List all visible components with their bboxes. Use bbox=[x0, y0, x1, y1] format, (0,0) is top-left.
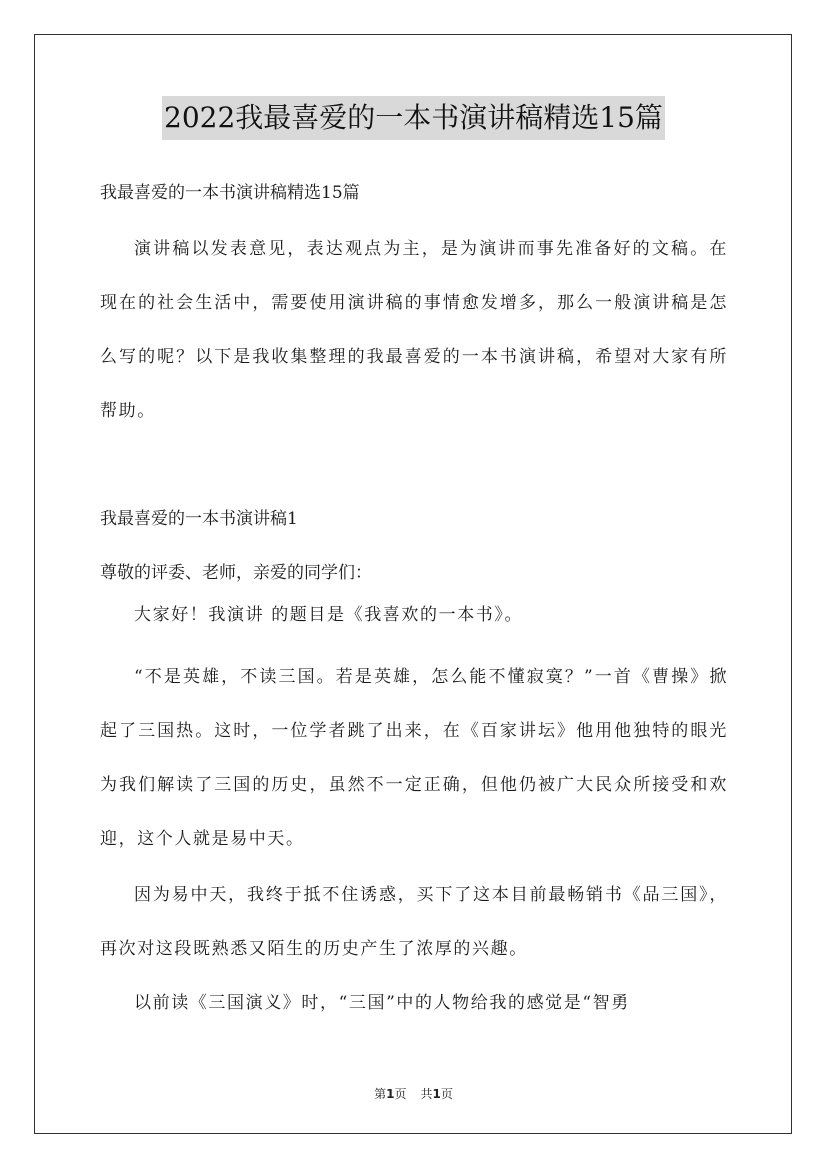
total-pages: 1 bbox=[432, 1087, 441, 1101]
page-footer bbox=[0, 1085, 827, 1102]
page-prefix: 第 bbox=[374, 1087, 387, 1101]
body-paragraph-1: 大家好！我演讲 的题目是《我喜欢的一本书》。 bbox=[134, 605, 524, 625]
page-suffix: 页 bbox=[394, 1087, 407, 1101]
title-area bbox=[0, 96, 827, 140]
document-subtitle: 我最喜爱的一本书演讲稿精选15篇 bbox=[100, 183, 360, 203]
total-suffix: 页 bbox=[440, 1087, 453, 1101]
salutation: 尊敬的评委、老师，亲爱的同学们： bbox=[100, 563, 372, 583]
body-paragraph-2: “不是英雄，不读三国。若是英雄，怎么能不懂寂寞？”一首《曹操》掀起了三国热。这时，一位学者跳了出来，在《百家讲坛》他用他独特的眼光为我们解读了三国的历史，虽然不一定正确，但他仍被广大民众所接受和欢迎，这个人就是易中天。 bbox=[100, 667, 728, 849]
page-number: 1 bbox=[386, 1087, 395, 1101]
document-title: 2022我最喜爱的一本书演讲稿精选15篇 bbox=[162, 96, 665, 140]
section-heading: 我最喜爱的一本书演讲稿1 bbox=[100, 509, 298, 529]
body-paragraph-4: 以前读《三国演义》时，“三国”中的人物给我的感觉是“智勇 bbox=[134, 993, 630, 1013]
body-paragraph-3: 因为易中天，我终于抵不住诱惑，买下了这本目前最畅销书《品三国》，再次对这段既熟悉又陌生的历史产生了浓厚的兴趣。 bbox=[100, 885, 728, 959]
intro-paragraph: 演讲稿以发表意见，表达观点为主，是为演讲而事先准备好的文稿。在现在的社会生活中，需要使用演讲稿的事情愈发增多，那么一般演讲稿是怎么写的呢？以下是我收集整理的我最喜爱的一本书演讲稿，希望对大家有所帮助。 bbox=[100, 239, 728, 421]
total-prefix: 共 bbox=[420, 1087, 433, 1101]
